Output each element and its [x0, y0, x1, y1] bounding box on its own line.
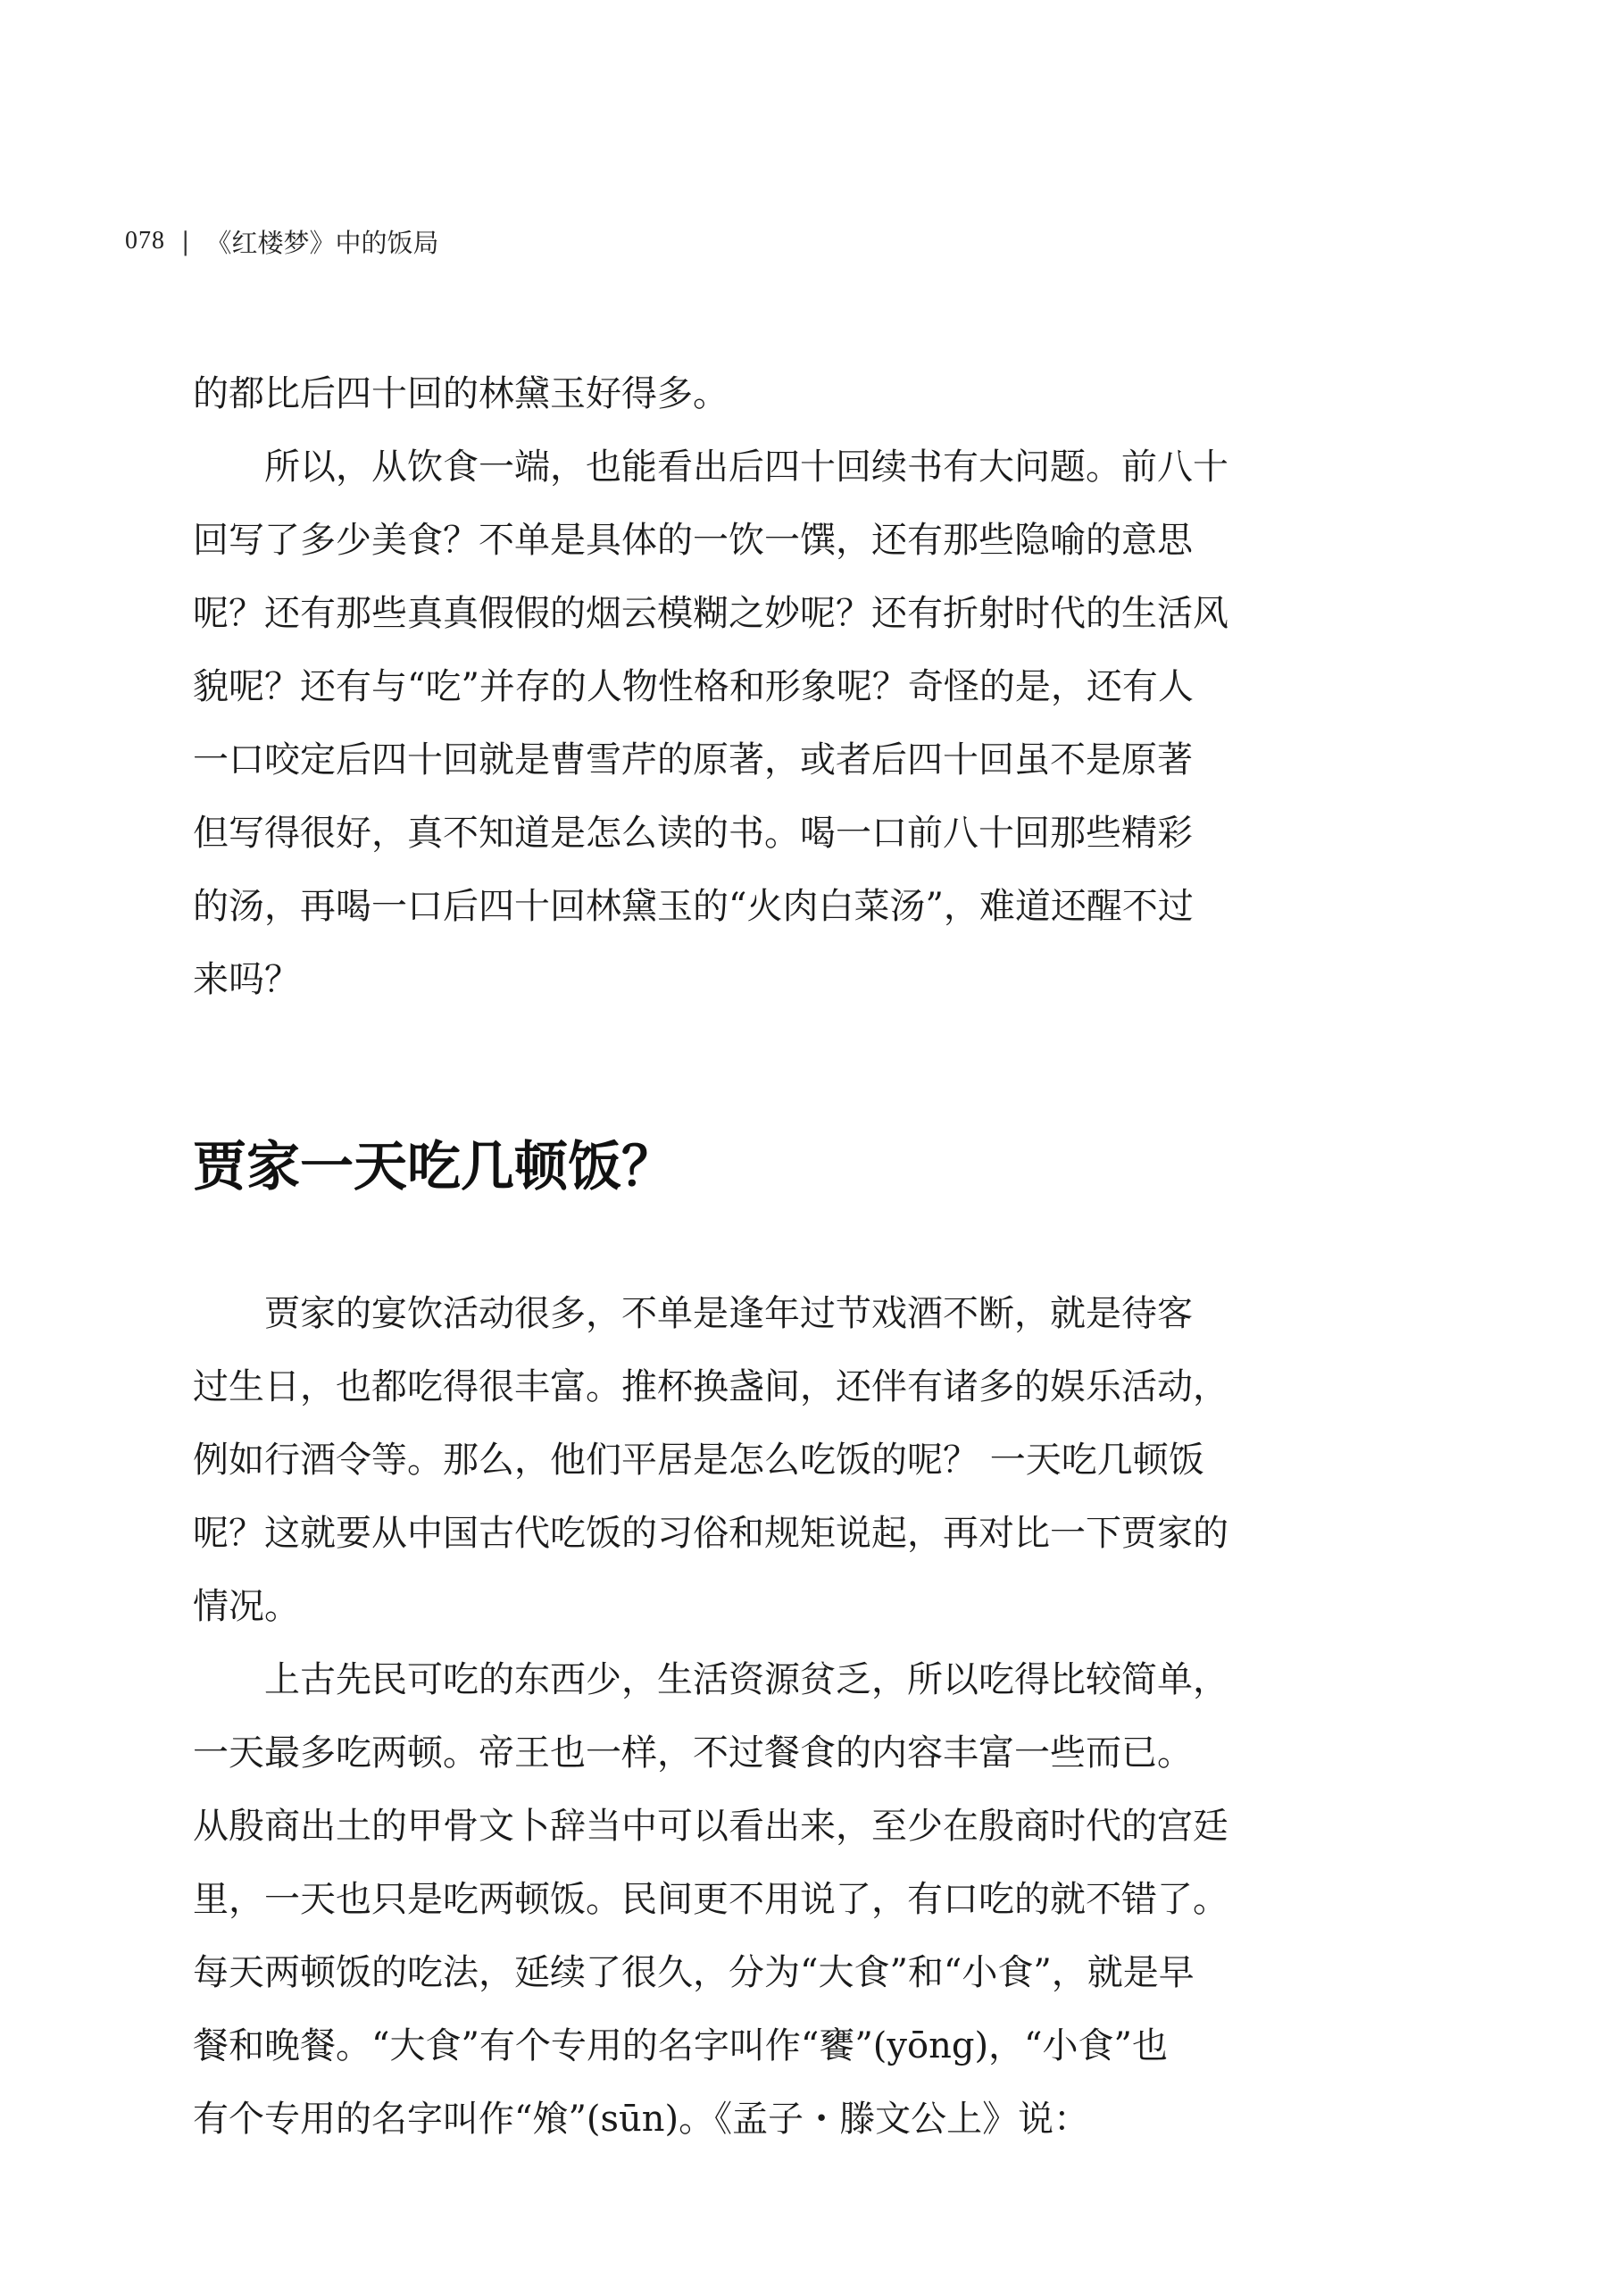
conclusion-paragraph: 所以，从饮食一端，也能看出后四十回续书有大问题。前八十 回写了多少美食？不单是具体的一饮一馔，还有那些隐喻的意思 呢？还有那些真真假假的烟云模糊之妙呢？还有折射时代的生活风 貌呢？还有与“吃”并存的人物性格和形象呢？奇怪的是，还有人 一口咬定后四十回就是曹雪芹的原著，或者后四十回虽不是原著 但写得很好，真不知道是怎么读的书。喝一口前八十回那些精彩 的汤，再喝一口后四十回林黛玉的“火肉白菜汤”，难道还醒不过 来吗？ [193, 447, 1228, 1000]
book-title: 《红楼梦》中的饭局 [205, 227, 439, 258]
continuation-paragraph: 的都比后四十回的林黛玉好得多。 [193, 373, 729, 414]
running-header [125, 223, 438, 259]
body-paragraph-2: 上古先民可吃的东西少，生活资源贫乏，所以吃得比较简单， 一天最多吃两顿。帝王也一样，不过餐食的内容丰富一些而已。 从殷商出土的甲骨文卜辞当中可以看出来，至少在殷商时代的宫廷 里，一天也只是吃两顿饭。民间更不用说了，有口吃的就不错了。 每天两顿饭的吃法，延续了很久，分为“大食”和“小食”，就是早 餐和晚餐。“大食”有个专用的名字叫作“饔”(yōng)，“小食”也 有个专用的名字叫作“飧”(sūn)。《孟子・滕文公上》说： [193, 1659, 1228, 2140]
header-separator: | [181, 226, 190, 256]
body-paragraph-1: 贾家的宴饮活动很多，不单是逢年过节戏酒不断，就是待客 过生日，也都吃得很丰富。推杯换盏间，还伴有诸多的娱乐活动， 例如行酒令等。那么，他们平居是怎么吃饭的呢？ 一天吃几顿饭 呢？这就要从中国古代吃饭的习俗和规矩说起，再对比一下贾家的 情况。 [193, 1293, 1228, 1627]
page-number: 078 [125, 227, 165, 255]
section-heading: 贾家一天吃几顿饭？ [193, 1136, 675, 1198]
